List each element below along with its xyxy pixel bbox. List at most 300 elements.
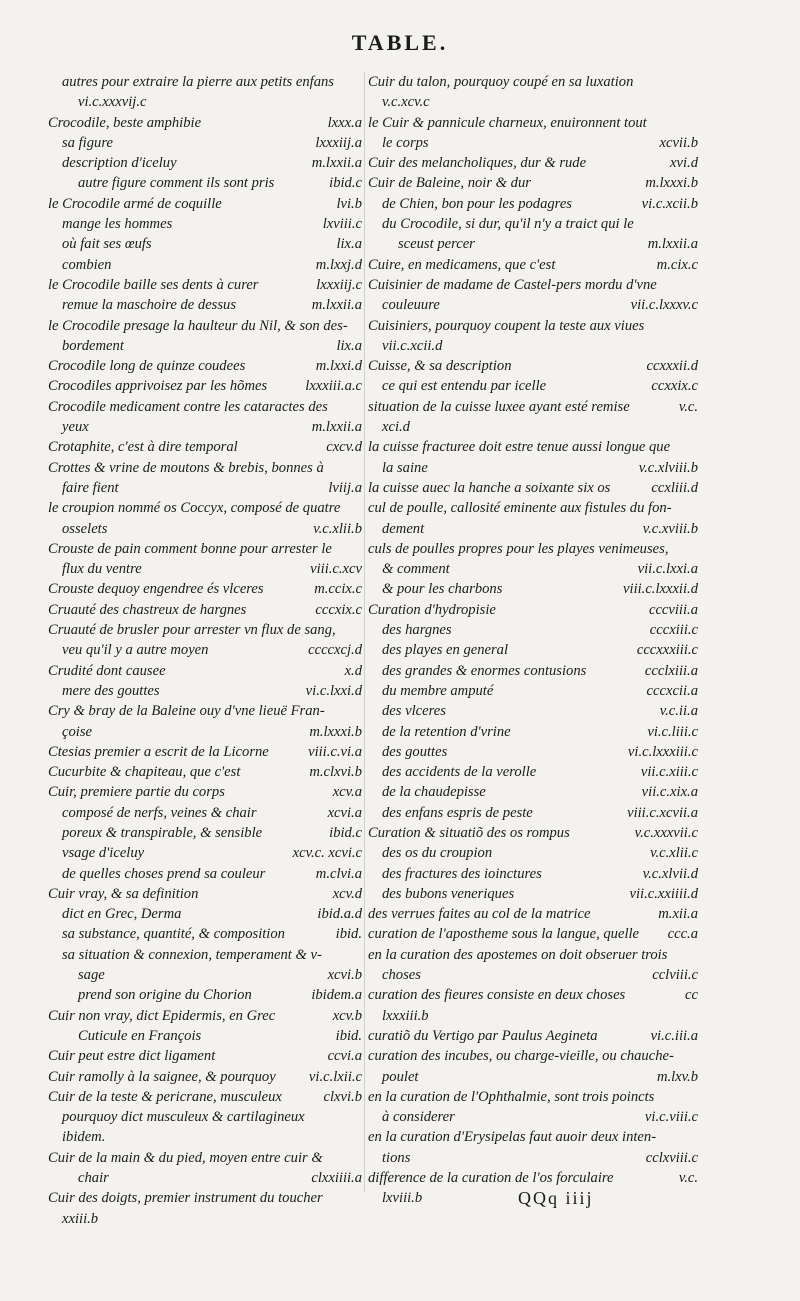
entry-text: curation des incubes, ou charge-vieille, ou chauche- — [368, 1048, 674, 1065]
entry-reference: v.c.xlvii.d — [642, 865, 698, 882]
right-column — [368, 72, 698, 1209]
entry-reference: viii.c.xcvii.a — [627, 804, 698, 821]
entry-text: Crocodile medicament contre les cataractes des — [48, 398, 328, 415]
entry-reference: ccxxix.c — [651, 378, 698, 395]
entry-text: Cuir de la main & du pied, moyen entre cuir & — [48, 1149, 323, 1166]
index-entry — [368, 600, 698, 620]
index-entry — [368, 620, 698, 640]
running-head: TABLE. — [351, 30, 449, 55]
entry-text: curation des fieures consiste en deux choses — [368, 987, 626, 1004]
index-entry — [48, 153, 362, 173]
index-entry — [368, 397, 698, 417]
entry-reference: viii.c.vi.a — [308, 743, 362, 760]
entry-reference: cccviii.a — [648, 601, 698, 618]
entry-text: curation de l'apostheme sous la langue, quelle — [368, 926, 640, 943]
entry-text: Cucurbite & chapiteau, que c'est — [48, 764, 241, 781]
index-entry — [368, 295, 698, 315]
index-entry — [48, 945, 362, 965]
index-entry — [368, 843, 698, 863]
entry-text: le Crocodile baille ses dents à curer — [48, 276, 259, 293]
entry-text: faire fient — [62, 479, 119, 496]
entry-text: en la curation des apostemes on doit obseruer trois — [368, 946, 668, 963]
index-entry — [368, 681, 698, 701]
entry-text: Curation & situatiõ des os rompus — [368, 824, 570, 841]
entry-reference: vi.c.liii.c — [647, 723, 698, 740]
index-entry — [48, 559, 362, 579]
index-entry — [48, 1127, 362, 1147]
index-entry — [368, 92, 698, 112]
index-entry — [368, 965, 698, 985]
entry-text: du membre amputé — [382, 682, 494, 699]
entry-reference: vii.c.xix.a — [641, 784, 698, 801]
entry-reference: cccxcii.a — [646, 682, 698, 699]
entry-text: flux du ventre — [62, 561, 142, 578]
index-entry — [368, 762, 698, 782]
entry-text: Cuire, en medicamens, que c'est — [368, 256, 556, 273]
index-entry — [48, 133, 362, 153]
index-entry — [368, 72, 698, 92]
index-entry — [368, 701, 698, 721]
entry-text: de la chaudepisse — [382, 784, 486, 801]
entry-reference: xvi.d — [670, 155, 698, 172]
entry-text: xci.d — [382, 419, 410, 436]
entry-text: choses — [382, 967, 421, 984]
entry-text: ibidem. — [62, 1129, 106, 1146]
entry-reference: m.clvi.a — [315, 865, 362, 882]
entry-text: des os du croupion — [382, 845, 493, 862]
entry-reference: vii.c.xxiiii.d — [629, 885, 698, 902]
entry-text: des enfans espris de peste — [382, 804, 533, 821]
entry-text: lxviii.b — [382, 1190, 423, 1207]
entry-text: Cuticule en François — [78, 1027, 202, 1044]
index-entry — [368, 498, 698, 518]
index-entry — [48, 1107, 362, 1127]
entry-text: le Crocodile armé de coquille — [48, 195, 222, 212]
index-entry — [48, 600, 362, 620]
index-entry — [368, 884, 698, 904]
entry-text: Cuir ramolly à la saignee, & pourquoy — [48, 1068, 276, 1085]
index-entry — [368, 1127, 698, 1147]
entry-reference: v.c.ii.a — [659, 703, 698, 720]
signature-mark: QQq iiij — [518, 1188, 594, 1208]
index-entry — [48, 1046, 362, 1066]
entry-reference: lix.a — [336, 236, 362, 253]
index-entry — [368, 458, 698, 478]
index-entry — [368, 1026, 698, 1046]
entry-text: des hargnes — [382, 622, 452, 639]
entry-text: Crouste de pain comment bonne pour arrester le — [48, 540, 332, 557]
index-entry — [368, 519, 698, 539]
entry-text: tions — [382, 1149, 411, 1166]
entry-text: autres pour extraire la pierre aux petits enfans — [62, 74, 334, 90]
entry-text: Curation d'hydropisie — [368, 601, 496, 618]
column-divider — [364, 72, 365, 1192]
entry-text: Cuir non vray, dict Epidermis, en Grec — [48, 1007, 276, 1024]
entry-reference: clxxiiii.a — [311, 1170, 362, 1187]
index-entry — [48, 1209, 362, 1229]
index-entry — [48, 255, 362, 275]
entry-reference: m.xii.a — [658, 906, 698, 923]
entry-text: des gouttes — [382, 743, 448, 760]
entry-reference: ccclxiii.a — [644, 662, 698, 679]
entry-text: veu qu'il y a autre moyen — [62, 642, 209, 659]
index-entry — [48, 1168, 362, 1188]
entry-reference: ccc.a — [667, 926, 698, 943]
index-entry — [48, 701, 362, 721]
index-entry — [48, 194, 362, 214]
index-entry — [48, 397, 362, 417]
entry-reference: lvi.b — [336, 195, 362, 212]
index-entry — [48, 1026, 362, 1046]
index-entry — [48, 843, 362, 863]
index-entry — [48, 620, 362, 640]
entry-reference: xcv.c. xcvi.c — [292, 845, 362, 862]
entry-reference: cccxix.c — [315, 601, 362, 618]
index-entry — [48, 681, 362, 701]
entry-text: prend son origine du Chorion — [78, 987, 252, 1004]
index-entry — [48, 376, 362, 396]
index-entry — [368, 559, 698, 579]
entry-reference: ibidem.a — [311, 987, 362, 1004]
entry-reference: vi.c.iii.a — [650, 1027, 698, 1044]
index-entry — [368, 376, 698, 396]
entry-reference: cccxxxiii.c — [636, 642, 698, 659]
index-entry — [48, 92, 362, 112]
entry-text: Cuir vray, & sa definition — [48, 885, 199, 902]
entry-text: Cruauté de brusler pour arrester vn flux de sang, — [48, 622, 336, 639]
entry-reference: m.lxxii.a — [311, 297, 362, 314]
index-entry — [48, 498, 362, 518]
index-entry — [48, 214, 362, 234]
entry-text: sa situation & connexion, temperament & v- — [62, 946, 322, 963]
entry-reference: xcvii.b — [659, 134, 698, 151]
entry-text: des bubons veneriques — [382, 885, 515, 902]
entry-reference: ibid.c — [329, 824, 362, 841]
entry-text: le corps — [382, 134, 429, 151]
entry-text: Crudité dont causee — [48, 662, 166, 679]
entry-text: la cuisse auec la hanche a soixante six os — [368, 479, 611, 496]
entry-text: pourquoy dict musculeux & cartilagineux — [62, 1109, 305, 1126]
entry-reference: ibid. — [335, 1027, 362, 1044]
index-entry — [48, 965, 362, 985]
entry-text: Cuir des doigts, premier instrument du toucher — [48, 1190, 323, 1207]
entry-text: dict en Grec, Derma — [62, 906, 182, 923]
entry-reference: clxvi.b — [323, 1088, 362, 1105]
entry-text: Cuisinier de madame de Castel-pers mordu d'vne — [368, 276, 657, 293]
index-entry — [48, 640, 362, 660]
index-entry — [368, 214, 698, 234]
entry-reference: cclxviii.c — [645, 1149, 698, 1166]
entry-reference: vi.c.viii.c — [644, 1109, 698, 1126]
index-entry — [48, 864, 362, 884]
entry-text: Cry & bray de la Baleine ouy d'vne lieuë Fran- — [48, 703, 325, 720]
index-entry — [48, 985, 362, 1005]
entry-text: du Crocodile, si dur, qu'il n'y a traict qui le — [382, 216, 634, 233]
index-entry — [368, 194, 698, 214]
entry-text: situation de la cuisse luxee ayant esté remise — [368, 398, 630, 415]
index-entry — [48, 579, 362, 599]
entry-reference: ibid.c — [329, 175, 362, 192]
entry-text: des accidents de la verolle — [382, 764, 537, 781]
index-entry — [368, 945, 698, 965]
entry-reference: vi.c.xcii.b — [641, 195, 698, 212]
entry-reference: cxcv.d — [326, 439, 362, 456]
entry-text: de quelles choses prend sa couleur — [62, 865, 266, 882]
entry-text: cul de poulle, callosité eminente aux fistules du fon- — [368, 500, 672, 517]
index-entry — [48, 884, 362, 904]
entry-reference: lxxxiij.a — [315, 134, 362, 151]
index-entry — [368, 924, 698, 944]
entry-reference: ccxxxii.d — [646, 358, 698, 375]
index-entry — [48, 113, 362, 133]
entry-text: sa figure — [62, 134, 113, 151]
index-entry — [368, 437, 698, 457]
entry-reference: m.lxv.b — [656, 1068, 698, 1085]
index-entry — [368, 661, 698, 681]
entry-text: vi.c.xxxvij.c — [78, 94, 147, 111]
index-entry — [48, 539, 362, 559]
index-entry — [48, 336, 362, 356]
entry-reference: cccxiii.c — [649, 622, 698, 639]
index-entry — [48, 1087, 362, 1107]
entry-text: Cuisse, & sa description — [368, 358, 512, 375]
entry-reference: m.lxxxi.b — [645, 175, 698, 192]
index-entry — [368, 904, 698, 924]
index-entry — [368, 640, 698, 660]
entry-text: couleuure — [382, 297, 440, 314]
entry-text: mange les hommes — [62, 216, 173, 233]
entry-text: sage — [78, 967, 105, 984]
index-entry — [368, 316, 698, 336]
index-entry — [368, 1168, 698, 1188]
index-entry — [368, 1087, 698, 1107]
index-entry — [368, 255, 698, 275]
entry-text: Crottes & vrine de moutons & brebis, bonnes à — [48, 459, 324, 476]
entry-text: Ctesias premier a escrit de la Licorne — [48, 743, 269, 760]
entry-reference: lxxxiii.a.c — [305, 378, 362, 395]
index-entry — [368, 234, 698, 254]
entry-reference: viii.c.xcv — [310, 561, 362, 578]
index-entry — [48, 661, 362, 681]
entry-reference: lxxxiij.c — [316, 276, 362, 293]
entry-text: en la curation de l'Ophthalmie, sont trois poincts — [368, 1088, 655, 1105]
entry-reference: xcv.a — [332, 784, 362, 801]
entry-text: des verrues faites au col de la matrice — [368, 906, 591, 923]
entry-text: la cuisse fracturee doit estre tenue aussi longue que — [368, 439, 671, 456]
entry-reference: lxviii.c — [322, 216, 362, 233]
index-entry — [48, 316, 362, 336]
entry-text: ce qui est entendu par icelle — [382, 378, 547, 395]
entry-reference: xcv.b — [332, 1007, 362, 1024]
entry-reference: v.c.xlii.b — [313, 520, 362, 537]
entry-reference: m.cix.c — [656, 256, 698, 273]
entry-text: difference de la curation de l'os forculaire — [368, 1170, 614, 1187]
entry-reference: m.ccix.c — [314, 581, 362, 598]
entry-text: des grandes & enormes contusions — [382, 662, 587, 679]
index-entry — [48, 295, 362, 315]
entry-text: le Crocodile presage la haulteur du Nil, & son des- — [48, 317, 348, 334]
entry-reference: v.c.xlii.c — [650, 845, 698, 862]
index-entry — [368, 579, 698, 599]
entry-reference: xcvi.a — [327, 804, 362, 821]
index-entry — [368, 113, 698, 133]
index-entry — [368, 275, 698, 295]
index-entry — [368, 985, 698, 1005]
index-entry — [368, 782, 698, 802]
entry-reference: viii.c.lxxxii.d — [623, 581, 698, 598]
index-entry — [368, 153, 698, 173]
index-entry — [368, 336, 698, 356]
entry-reference: xcv.d — [332, 885, 362, 902]
index-entry — [48, 356, 362, 376]
entry-text: Crouste dequoy engendree és vlceres — [48, 581, 264, 598]
index-entry — [368, 1006, 698, 1026]
entry-text: Crotaphite, c'est à dire temporal — [48, 439, 238, 456]
entry-text: des vlceres — [382, 703, 446, 720]
index-entry — [48, 823, 362, 843]
index-entry — [48, 1067, 362, 1087]
entry-reference: ibid. — [335, 926, 362, 943]
entry-text: chair — [78, 1170, 109, 1187]
index-entry — [48, 1148, 362, 1168]
entry-text: sa substance, quantité, & composition — [62, 926, 285, 943]
entry-reference: vi.c.lxxxiii.c — [627, 743, 698, 760]
entry-text: poulet — [382, 1068, 419, 1085]
index-entry — [48, 803, 362, 823]
entry-text: description d'iceluy — [62, 155, 177, 172]
index-entry — [48, 924, 362, 944]
entry-text: la saine — [382, 459, 428, 476]
entry-text: curatiõ du Vertigo par Paulus Aegineta — [368, 1027, 598, 1044]
index-entry — [368, 1046, 698, 1066]
entry-text: Crocodile long de quinze coudees — [48, 358, 246, 375]
entry-reference: m.lxxii.a — [311, 155, 362, 172]
entry-reference: ccccxcj.d — [308, 642, 362, 659]
entry-text: Crocodile, beste amphibie — [48, 114, 202, 131]
entry-reference: vii.c.lxxxv.c — [630, 297, 698, 314]
entry-text: de la retention d'vrine — [382, 723, 511, 740]
entry-reference: ccxliii.d — [651, 479, 698, 496]
index-entry — [368, 478, 698, 498]
entry-text: xxiii.b — [62, 1210, 99, 1227]
index-entry — [368, 742, 698, 762]
entry-text: v.c.xcv.c — [382, 94, 430, 111]
index-entry — [368, 1067, 698, 1087]
entry-reference: xcvi.b — [327, 967, 362, 984]
entry-text: des fractures des ioinctures — [382, 865, 542, 882]
index-entry — [368, 722, 698, 742]
entry-reference: v.c. — [678, 1170, 698, 1187]
entry-reference: v.c.xviii.b — [642, 520, 698, 537]
entry-text: Cuisiniers, pourquoy coupent la teste aux viues — [368, 317, 645, 334]
index-entry — [48, 458, 362, 478]
index-entry — [368, 539, 698, 559]
entry-reference: cc — [685, 987, 698, 1004]
index-entry — [368, 356, 698, 376]
entry-text: & comment — [382, 561, 450, 578]
entry-text: autre figure comment ils sont pris — [78, 175, 275, 192]
entry-reference: m.lxxi.d — [315, 358, 362, 375]
entry-text: Cruauté des chastreux de hargnes — [48, 601, 247, 618]
index-entry — [48, 519, 362, 539]
entry-text: dement — [382, 520, 425, 537]
entry-text: & pour les charbons — [382, 581, 503, 598]
index-entry — [368, 133, 698, 153]
entry-text: Cuir des melancholiques, dur & rude — [368, 155, 587, 172]
entry-text: le Cuir & pannicule charneux, enuironnent tout — [368, 114, 647, 131]
index-entry — [368, 417, 698, 437]
entry-reference: ccvi.a — [327, 1048, 362, 1065]
entry-text: lxxxiii.b — [382, 1007, 429, 1024]
entry-text: Crocodiles apprivoisez par les hõmes — [48, 378, 268, 395]
index-entry — [368, 864, 698, 884]
left-column — [48, 72, 362, 1229]
index-entry — [48, 1188, 362, 1208]
entry-text: en la curation d'Erysipelas faut auoir deux inten- — [368, 1129, 657, 1146]
entry-text: le croupion nommé os Coccyx, composé de quatre — [48, 500, 341, 517]
entry-text: Cuir du talon, pourquoy coupé en sa luxation — [368, 74, 634, 90]
index-entry — [48, 1006, 362, 1026]
index-entry — [48, 417, 362, 437]
entry-reference: m.lxxj.d — [315, 256, 362, 273]
index-entry — [48, 722, 362, 742]
entry-reference: m.clxvi.b — [309, 764, 362, 781]
entry-text: yeux — [62, 419, 89, 436]
index-entry — [368, 803, 698, 823]
entry-reference: cclviii.c — [652, 967, 698, 984]
entry-reference: v.c. — [678, 398, 698, 415]
entry-text: culs de poulles propres pour les playes venimeuses, — [368, 540, 669, 557]
entry-text: Cuir, premiere partie du corps — [48, 784, 225, 801]
entry-text: Cuir de la teste & pericrane, musculeux — [48, 1088, 282, 1105]
entry-reference: x.d — [344, 662, 362, 679]
entry-text: Cuir de Baleine, noir & dur — [368, 175, 531, 192]
entry-reference: m.lxxii.a — [647, 236, 698, 253]
entry-text: des playes en general — [382, 642, 509, 659]
entry-text: combien — [62, 256, 112, 273]
index-entry — [368, 823, 698, 843]
entry-reference: ibid.a.d — [317, 906, 362, 923]
entry-text: remue la maschoire de dessus — [62, 297, 237, 314]
entry-reference: lix.a — [336, 337, 362, 354]
index-entry — [48, 275, 362, 295]
entry-text: à considerer — [382, 1109, 455, 1126]
index-entry — [48, 782, 362, 802]
entry-reference: m.lxxxi.b — [309, 723, 362, 740]
entry-text: bordement — [62, 337, 124, 354]
index-entry — [48, 742, 362, 762]
index-entry — [368, 1107, 698, 1127]
index-entry — [48, 173, 362, 193]
entry-text: vii.c.xcii.d — [382, 337, 443, 354]
index-entry — [48, 904, 362, 924]
entry-text: sceust percer — [398, 236, 475, 253]
index-entry — [48, 234, 362, 254]
entry-reference: vii.c.xiii.c — [640, 764, 698, 781]
index-entry — [48, 478, 362, 498]
entry-reference: vi.c.lxii.c — [308, 1068, 362, 1085]
entry-text: mere des gouttes — [62, 682, 160, 699]
index-entry — [368, 173, 698, 193]
entry-text: de Chien, bon pour les podagres — [382, 195, 572, 212]
entry-text: osselets — [62, 520, 108, 537]
entry-reference: lviij.a — [328, 479, 362, 496]
entry-reference: vi.c.lxxi.d — [305, 682, 362, 699]
index-entry — [48, 437, 362, 457]
entry-text: Cuir peut estre dict ligament — [48, 1048, 216, 1065]
entry-text: où fait ses œufs — [62, 236, 152, 253]
entry-text: composé de nerfs, veines & chair — [62, 804, 257, 821]
